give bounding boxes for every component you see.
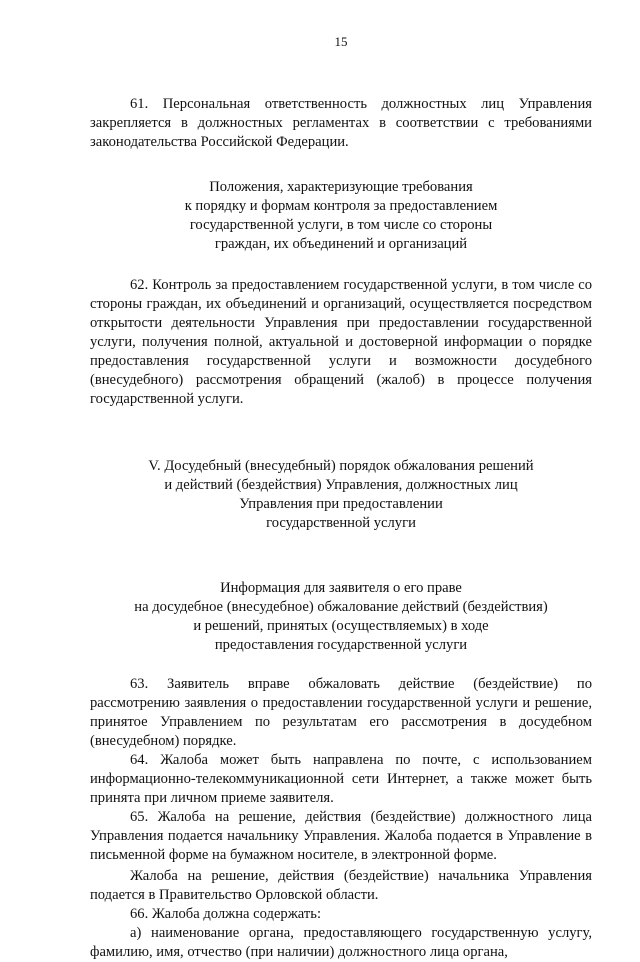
paragraph-63: 63. Заявитель вправе обжаловать действие (бездействие) по рассмотрению заявления о предоставлении государственной услуги и решение, принятое Управлением по результатам его рассмотрения в досудебном (внесудебном) порядке. xyxy=(90,676,592,749)
section-heading-control: Положения, характеризующие требования к порядку и формам контроля за предоставлением государственной услуги, в том числе со стороны граждан, их объединений и организаций xyxy=(184,179,498,252)
paragraph-62: 62. Контроль за предоставлением государственной услуги, в том числе со стороны граждан, их объединений и организаций, осуществляется посредством открытости деятельности Управления при предоставлении государственной услуги, получения полной, актуальной и достоверной информации о порядке предоставления государственной услуги и возможности досудебного (внесудебного) рассмотрения обращений (жалоб) в процессе получения государственной услуги. xyxy=(90,277,592,407)
paragraph-65-continuation: Жалоба на решение, действия (бездействие) начальника Управления подается в Правительство Орловской области. xyxy=(90,868,592,903)
chapter-heading-v: V. Досудебный (внесудебный) порядок обжалования решений и действий (бездействия) Управления, должностных лиц Управления при предоставлении государственной услуги xyxy=(148,458,534,531)
paragraph-61: 61. Персональная ответственность должностных лиц Управления закрепляется в должностных регламентах в соответствии с требованиями законодательства Российской Федерации. xyxy=(90,96,592,150)
paragraph-66-item-a: а) наименование органа, предоставляющего государственную услугу, фамилию, имя, отчество (при наличии) должностного лица органа, xyxy=(90,925,592,960)
page-number: 15 xyxy=(334,34,348,49)
paragraph-66: 66. Жалоба должна содержать: xyxy=(130,906,321,922)
paragraph-64: 64. Жалоба может быть направлена по почте, с использованием информационно-телекоммуникационной сети Интернет, а также может быть принята при личном приеме заявителя. xyxy=(90,752,592,806)
paragraph-65: 65. Жалоба на решение, действия (бездействие) должностного лица Управления подается начальнику Управления. Жалоба подается в Управление в письменной форме на бумажном носителе, в электронной форме. xyxy=(90,809,592,863)
section-heading-appeal-info: Информация для заявителя о его праве на досудебное (внесудебное) обжалование действий (бездействия) и решений, принятых (осуществляемых) в ходе предоставления государственной услуги xyxy=(134,580,548,653)
